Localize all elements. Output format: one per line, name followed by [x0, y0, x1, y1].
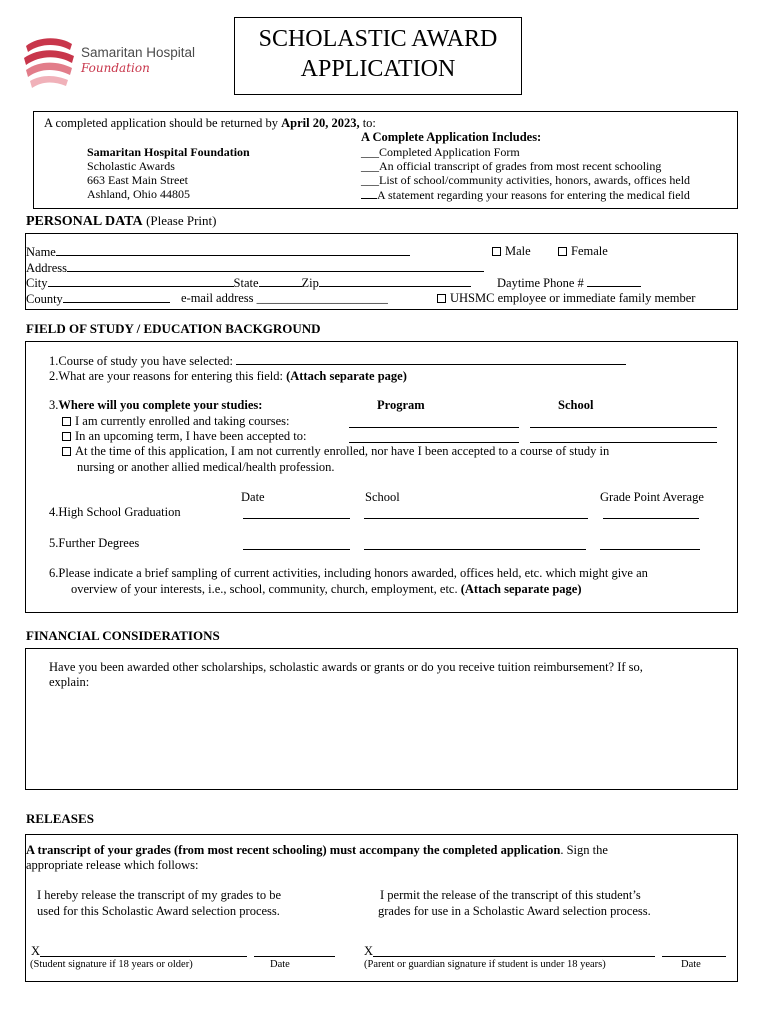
includes-item: ___An official transcript of grades from most recent schooling	[361, 159, 662, 173]
city-state-zip-row[interactable]: City State Zip	[26, 275, 471, 291]
parent-x-mark: X	[364, 944, 374, 958]
releases-heading: RELEASES	[26, 811, 94, 826]
degree-gpa-line[interactable]	[600, 549, 700, 550]
parent-date-label: Date	[681, 959, 701, 970]
intro-to: to:	[362, 116, 376, 130]
address-line: 663 East Main Street	[87, 173, 188, 187]
title-box	[234, 17, 522, 95]
female-option[interactable]: Female	[558, 244, 608, 259]
intro-lead: A completed application should be returned by	[44, 116, 278, 130]
county-field[interactable]: County	[26, 291, 170, 307]
activities-question: 6.Please indicate a brief sampling of current activities, including honors awarded, offices held, etc. which might give an	[49, 566, 648, 580]
student-signature-label: (Student signature if 18 years or older)	[30, 959, 193, 970]
logo-ribbon-icon	[20, 34, 76, 90]
not-enrolled-option[interactable]: At the time of this application, I am not currently enrolled, nor have I been accepted to a course of study in	[62, 444, 609, 459]
includes-item: ___Completed Application Form	[361, 145, 520, 159]
student-release-text: I hereby release the transcript of my grades to be	[37, 888, 281, 902]
school-col-header-2: School	[365, 490, 400, 504]
includes-item: ___List of school/community activities, honors, awards, offices held	[361, 173, 691, 187]
checkbox[interactable]	[492, 247, 501, 256]
address-line: Ashland, Ohio 44805	[87, 187, 190, 201]
checkbox[interactable]	[558, 247, 567, 256]
where-question: 3.Where will you complete your studies:	[49, 398, 263, 412]
gpa-col-header: Grade Point Average	[600, 490, 704, 504]
hs-school-line[interactable]	[364, 518, 588, 519]
uhsmc-option[interactable]: UHSMC employee or immediate family member	[437, 291, 695, 306]
financial-heading: FINANCIAL CONSIDERATIONS	[26, 628, 220, 643]
checkbox[interactable]	[62, 432, 71, 441]
program-col-header: Program	[377, 398, 425, 412]
student-date-label: Date	[270, 959, 290, 970]
address-line: Scholastic Awards	[87, 159, 175, 173]
parent-date-line[interactable]	[662, 956, 726, 957]
degree-school-line[interactable]	[364, 549, 586, 550]
includes-item: A statement regarding your reasons for entering the medical field	[361, 187, 690, 203]
checkbox[interactable]	[62, 417, 71, 426]
reasons-question: 2.What are your reasons for entering this field: (Attach separate page)	[49, 369, 407, 383]
course-question[interactable]: 1.Course of study you have selected:	[49, 353, 626, 369]
checkbox[interactable]	[437, 294, 446, 303]
program-line[interactable]	[349, 427, 519, 428]
school-line[interactable]	[530, 442, 717, 443]
accepted-option[interactable]: In an upcoming term, I have been accepted to:	[62, 429, 307, 444]
releases-intro-cont: appropriate release which follows:	[26, 858, 199, 872]
study-heading: FIELD OF STUDY / EDUCATION BACKGROUND	[26, 321, 321, 336]
parent-signature-label: (Parent or guardian signature if student is under 18 years)	[364, 959, 606, 970]
checkbox[interactable]	[62, 447, 71, 456]
name-field[interactable]: Name	[26, 244, 410, 260]
activities-question-cont: overview of your interests, i.e., school, community, church, employment, etc. (Attach separate page)	[71, 582, 582, 596]
hs-graduation-label: 4.High School Graduation	[49, 505, 181, 519]
student-release-text-cont: used for this Scholastic Award selection process.	[37, 904, 280, 918]
degree-date-line[interactable]	[243, 549, 350, 550]
page-title-line2: APPLICATION	[300, 56, 456, 82]
hs-date-line[interactable]	[243, 518, 350, 519]
includes-blank[interactable]	[361, 187, 377, 199]
foundation-name: Samaritan Hospital Foundation	[87, 145, 250, 159]
financial-question: Have you been awarded other scholarships, scholastic awards or grants or do you receive tuition reimbursement? If so,	[49, 660, 643, 674]
intro-text	[44, 116, 376, 131]
personal-heading: PERSONAL DATA (Please Print)	[26, 213, 217, 229]
parent-release-text-cont: grades for use in a Scholastic Award selection process.	[378, 904, 651, 918]
includes-title: A Complete Application Includes:	[361, 130, 542, 144]
enrolled-option[interactable]: I am currently enrolled and taking courses:	[62, 414, 290, 429]
parent-signature-line[interactable]	[373, 956, 655, 957]
student-signature-line[interactable]	[40, 956, 247, 957]
address-field[interactable]: Address	[26, 260, 484, 276]
logo	[20, 34, 196, 90]
phone-field[interactable]: Daytime Phone #	[497, 275, 641, 291]
financial-question-cont: explain:	[49, 675, 90, 689]
logo-name: Samaritan Hospital	[81, 45, 196, 60]
further-degrees-label: 5.Further Degrees	[49, 536, 140, 550]
student-date-line[interactable]	[254, 956, 335, 957]
student-x-mark: X	[31, 944, 41, 958]
school-line[interactable]	[530, 427, 717, 428]
hs-gpa-line[interactable]	[603, 518, 699, 519]
male-option[interactable]: Male	[492, 244, 531, 259]
logo-subname: Foundation	[81, 61, 150, 75]
school-col-header: School	[558, 398, 594, 412]
releases-intro: A transcript of your grades (from most recent schooling) must accompany the completed application. Sign the	[26, 843, 608, 857]
program-line[interactable]	[349, 442, 519, 443]
parent-release-text: I permit the release of the transcript of this student’s	[380, 888, 641, 902]
page-title-line1: SCHOLASTIC AWARD	[258, 26, 498, 52]
date-col-header: Date	[241, 490, 265, 504]
email-field[interactable]: e-mail address _____________________	[181, 291, 388, 305]
not-enrolled-option-cont: nursing or another allied medical/health profession.	[77, 460, 335, 474]
due-date: April 20, 2023,	[281, 116, 360, 130]
